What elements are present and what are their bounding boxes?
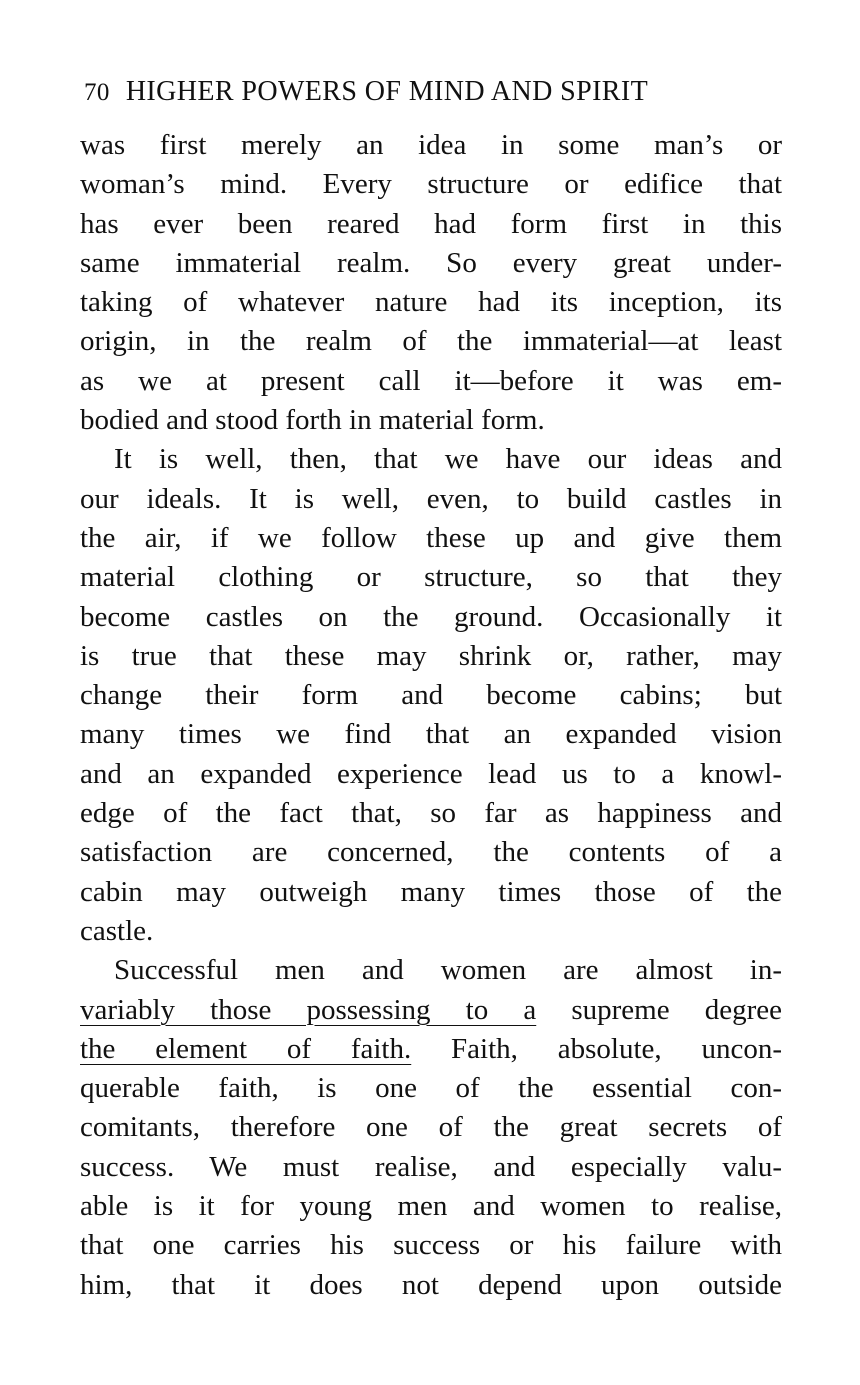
text-line: and an expanded experience lead us to a knowl- [80, 757, 782, 790]
text-line: querable faith, is one of the essential con- [80, 1072, 782, 1105]
text-fragment: supreme degree [536, 993, 782, 1026]
paragraph-1 [80, 126, 782, 440]
text-line: bodied and stood forth in material form. [80, 404, 545, 437]
running-title: HIGHER POWERS OF MIND AND SPIRIT [125, 76, 649, 107]
text-line: many times we find that an expanded vision [80, 718, 782, 751]
text-line: the air, if we follow these up and give them [80, 521, 782, 554]
text-line: as we at present call it—before it was em- [80, 364, 782, 397]
text-line: has ever been reared had form first in this [80, 207, 782, 240]
text-line: that one carries his success or his failure with [80, 1229, 782, 1262]
text-line: same immaterial realm. So every great under- [80, 246, 782, 279]
text-line: change their form and become cabins; but [80, 679, 782, 712]
paragraph-3 [80, 951, 782, 1305]
text-line: Successful men and women are almost in- [114, 954, 782, 987]
text-line: edge of the fact that, so far as happiness and [80, 797, 782, 830]
text-line: him, that it does not depend upon outside [80, 1268, 782, 1301]
text-line: material clothing or structure, so that they [80, 561, 782, 594]
text-line: castle. [80, 914, 154, 947]
underlined-phrase: the element of faith. [80, 1032, 412, 1065]
text-line: taking of whatever nature had its inception, its [80, 286, 782, 319]
underlined-phrase: variably those possessing to a [80, 993, 537, 1026]
text-line: was first merely an idea in some man’s or [80, 129, 782, 161]
text-line: origin, in the realm of the immaterial—at least [80, 325, 782, 358]
text-line: our ideals. It is well, even, to build castles in [80, 482, 782, 515]
text-line: cabin may outweigh many times those of the [80, 875, 782, 908]
text-line: satisfaction are concerned, the contents of a [80, 836, 782, 869]
text-line-underlined [80, 1030, 782, 1069]
text-line: It is well, then, that we have our ideas and [114, 443, 782, 476]
text-line: able is it for young men and women to realise, [80, 1190, 782, 1223]
paragraph-2 [80, 440, 782, 951]
body-text [80, 126, 782, 1305]
text-line-underlined [80, 991, 782, 1030]
text-line: comitants, therefore one of the great secrets of [80, 1111, 782, 1144]
text-line: is true that these may shrink or, rather, may [80, 639, 782, 672]
running-head [84, 74, 780, 110]
text-line: success. We must realise, and especially valu- [80, 1150, 782, 1183]
text-line: woman’s mind. Every structure or edifice that [80, 168, 782, 201]
page-number: 70 [84, 79, 110, 106]
text-fragment: Faith, absolute, uncon- [411, 1032, 782, 1065]
text-line: become castles on the ground. Occasionally it [80, 600, 782, 633]
